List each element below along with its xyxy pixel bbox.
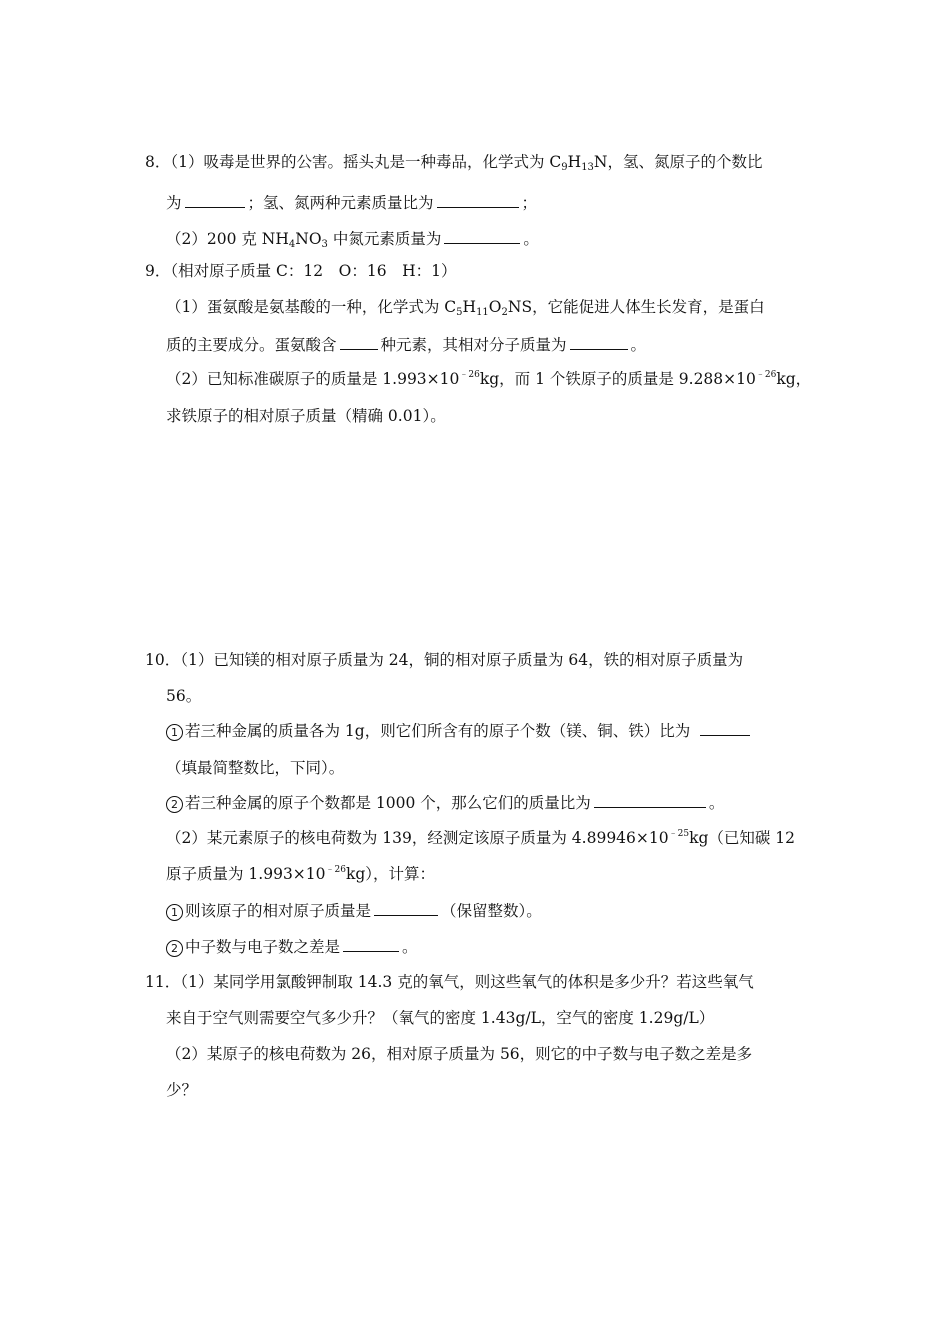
q8-number: 8． <box>145 153 171 171</box>
answer-blank[interactable] <box>374 900 438 916</box>
q8-line-2: 为 ；氢、氮两种元素质量比为 ； <box>166 194 538 212</box>
q9-line-2: （1）蛋氨酸是氨基酸的一种，化学式为 $C_5H_{11}O_2NS$，它能促进人体生长发育，是蛋白 <box>166 298 765 318</box>
answer-blank[interactable] <box>594 792 706 808</box>
q11-number: 11． <box>145 973 181 991</box>
q9-line-4: （2）已知标准碳原子的质量是 $1.993\times 10^{﹣26}kg$，而 1 个铁原子的质量是 $9.288\times 10^{﹣26}kg$， <box>166 370 812 388</box>
answer-blank[interactable] <box>700 720 750 736</box>
q10-line-9: 2 中子数与电子数之差是 。 <box>166 936 418 957</box>
q9-line-3: 质的主要成分。蛋氨酸含 种元素，其相对分子质量为 。 <box>166 336 647 354</box>
answer-blank[interactable] <box>340 334 378 350</box>
q10-line-3: 1 若三种金属的质量各为 1g，则它们所含有的原子个数（镁、铜、铁）比为 <box>166 720 753 741</box>
circled-number: 2 <box>166 940 183 957</box>
answer-blank[interactable] <box>444 228 520 244</box>
circled-number: 1 <box>166 724 183 741</box>
q11-line-2: 来自于空气则需要空气多少升？（氧气的密度 1.43g/L，空气的密度 1.29g/L） <box>166 1009 715 1027</box>
q10-line-2: 56。 <box>166 687 202 705</box>
q11-line-4: 少？ <box>166 1081 198 1099</box>
q9-line-1: 9．（相对原子质量 C：12 O：16 H：1） <box>145 262 457 280</box>
circled-number: 2 <box>166 796 183 813</box>
q9-line-5: 求铁原子的相对原子质量（精确 0.01）。 <box>166 407 446 425</box>
q10-line-1: 10．（1）已知镁的相对原子质量为 24，铜的相对原子质量为 64，铁的相对原子质量为 <box>145 651 744 669</box>
answer-blank[interactable] <box>437 192 519 208</box>
q10-line-4: （填最简整数比，下同）。 <box>166 759 345 777</box>
q10-line-8: 1 则该原子的相对原子质量是 （保留整数）。 <box>166 900 542 921</box>
answer-blank[interactable] <box>570 334 628 350</box>
q8-line-3: （2）200 克 $NH_4NO_3$ 中氮元素质量为 。 <box>166 230 539 250</box>
q10-line-7: 原子质量为 $1.993\times 10^{﹣26}kg$），计算： <box>166 865 436 883</box>
q10-number: 10． <box>145 651 181 669</box>
circled-number: 1 <box>166 904 183 921</box>
q11-line-1: 11．（1）某同学用氯酸钾制取 14.3 克的氧气，则这些氧气的体积是多少升？若这些氧气 <box>145 973 754 991</box>
q11-line-3: （2）某原子的核电荷数为 26，相对原子质量为 56，则它的中子数与电子数之差是多 <box>166 1045 753 1063</box>
q8-line-1: 8．（1）吸毒是世界的公害。摇头丸是一种毒品，化学式为 $C_9H_{13}N$，氢、氮原子的个数比 <box>145 153 763 173</box>
q10-line-5: 2 若三种金属的原子个数都是 1000 个，那么它们的质量比为 。 <box>166 792 724 813</box>
q10-line-6: （2）某元素原子的核电荷数为 139，经测定该原子质量为 $4.89946\times 10^{﹣25}kg$（已知碳 12 <box>166 829 796 847</box>
q9-number: 9． <box>145 262 171 280</box>
answer-blank[interactable] <box>343 936 399 952</box>
answer-blank[interactable] <box>185 192 245 208</box>
